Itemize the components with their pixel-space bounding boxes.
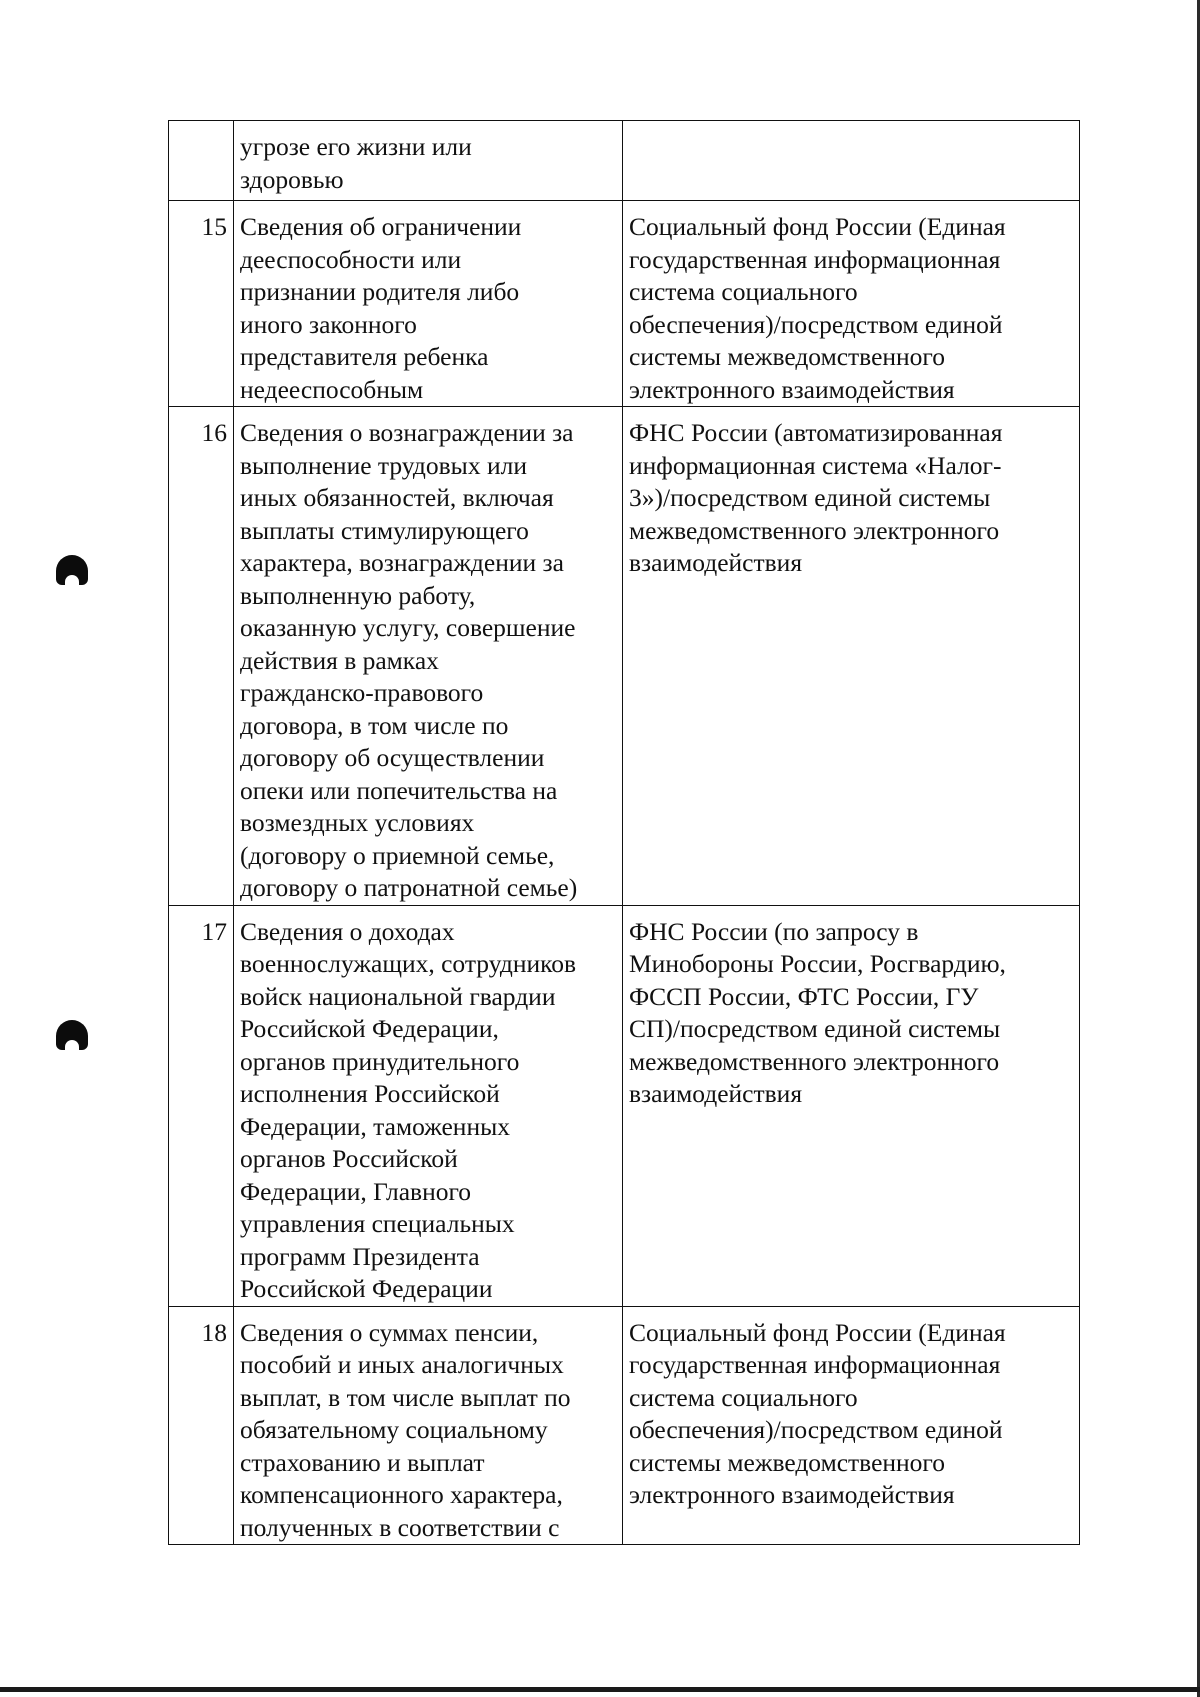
source-cell <box>623 905 1080 1306</box>
info-line: (договору о приемной семье, <box>240 840 555 870</box>
row-number: 15 <box>169 201 234 407</box>
scan-edge-bottom <box>0 1687 1200 1692</box>
source-line: Социальный фонд России (Единая <box>629 1317 1006 1347</box>
source-line: межведомственного электронного <box>629 1046 1000 1076</box>
row-number <box>169 121 234 201</box>
source-line: ФНС России (автоматизированная <box>629 418 1003 447</box>
info-line: программ Президента <box>240 1241 480 1271</box>
info-line: недееспособным <box>240 374 424 404</box>
source-line: система социального <box>629 277 858 306</box>
info-line: Российской Федерации, <box>240 1014 499 1043</box>
info-line: выполнение трудовых или <box>240 450 527 480</box>
source-cell <box>623 407 1080 906</box>
source-line: ФНС России (по запросу в <box>629 916 919 946</box>
info-line: военнослужащих, сотрудников <box>240 949 576 978</box>
source-line: взаимодействия <box>629 548 803 577</box>
info-cell <box>234 407 623 906</box>
info-line: возмездных условиях <box>240 808 475 837</box>
table-row <box>169 201 1080 407</box>
info-line: иного законного <box>240 309 417 339</box>
source-line: взаимодействия <box>629 1079 803 1108</box>
info-line: компенсационного характера, <box>240 1480 563 1509</box>
table-row <box>169 905 1080 1306</box>
info-line: войск национальной гвардии <box>240 981 556 1011</box>
source-cell <box>623 201 1080 407</box>
source-line: обеспечения)/посредством единой <box>629 1415 1003 1444</box>
info-line: органов принудительного <box>240 1046 520 1076</box>
info-line: угрозе его жизни или <box>240 132 472 161</box>
source-line: системы межведомственного <box>629 342 945 371</box>
source-line: системы межведомственного <box>629 1447 945 1477</box>
info-line: гражданско-правового <box>240 678 484 707</box>
source-line: межведомственного электронного <box>629 515 1000 545</box>
info-line: здоровью <box>240 164 344 194</box>
info-line: опеки или попечительства на <box>240 775 558 805</box>
table-body <box>169 121 1080 1545</box>
source-line: 3»)/посредством единой системы <box>629 483 991 512</box>
info-line: представителя ребенка <box>240 342 489 371</box>
info-line: органов Российской <box>240 1144 458 1173</box>
row-number: 17 <box>169 905 234 1306</box>
info-line: страхованию и выплат <box>240 1447 485 1477</box>
info-line: выполненную работу, <box>240 580 476 610</box>
info-line: Сведения о доходах <box>240 916 455 946</box>
info-line: Сведения о суммах пенсии, <box>240 1317 539 1347</box>
info-line: исполнения Российской <box>240 1079 500 1108</box>
source-cell <box>623 121 1080 201</box>
row-number: 18 <box>169 1306 234 1545</box>
info-line: договору о патронатной семье) <box>240 873 578 902</box>
source-cell <box>623 1306 1080 1545</box>
source-line: СП)/посредством единой системы <box>629 1014 1001 1043</box>
info-line: обязательному социальному <box>240 1415 548 1444</box>
info-line: договора, в том числе по <box>240 710 509 740</box>
punch-hole-icon <box>56 1020 88 1050</box>
info-cell <box>234 201 623 407</box>
info-line: пособий и иных аналогичных <box>240 1350 564 1379</box>
source-line: Социальный фонд России (Единая <box>629 212 1006 241</box>
source-line: информационная система «Налог- <box>629 450 1002 480</box>
info-line: признании родителя либо <box>240 277 520 306</box>
info-line: выплаты стимулирующего <box>240 515 529 545</box>
source-line: государственная информационная <box>629 1350 1001 1379</box>
info-line: управления специальных <box>240 1209 515 1238</box>
source-line: обеспечения)/посредством единой <box>629 309 1003 339</box>
source-line: Минобороны России, Росгвардию, <box>629 949 1006 978</box>
punch-hole-icon <box>56 555 88 585</box>
info-cell <box>234 121 623 201</box>
table-row <box>169 407 1080 906</box>
source-line: электронного взаимодействия <box>629 1480 955 1509</box>
info-line: действия в рамках <box>240 645 439 675</box>
source-line: ФССП России, ФТС России, ГУ <box>629 981 979 1011</box>
info-line: выплат, в том числе выплат по <box>240 1382 571 1412</box>
data-sources-table <box>168 120 1080 1545</box>
info-line: Федерации, таможенных <box>240 1111 510 1141</box>
info-line: Федерации, Главного <box>240 1176 472 1206</box>
row-number: 16 <box>169 407 234 906</box>
table-row <box>169 1306 1080 1545</box>
info-line: дееспособности или <box>240 244 462 274</box>
info-line: характера, вознаграждении за <box>240 548 564 577</box>
info-line: Сведения о вознаграждении за <box>240 418 574 447</box>
source-line: система социального <box>629 1382 858 1412</box>
info-line: договору об осуществлении <box>240 743 545 772</box>
source-line: государственная информационная <box>629 244 1001 274</box>
info-line: иных обязанностей, включая <box>240 483 554 512</box>
info-line: Российской Федерации <box>240 1274 493 1303</box>
info-line: полученных в соответствии с <box>240 1512 560 1542</box>
table-row <box>169 121 1080 201</box>
info-cell <box>234 905 623 1306</box>
info-line: оказанную услугу, совершение <box>240 613 576 642</box>
info-line: Сведения об ограничении <box>240 212 522 241</box>
source-line: электронного взаимодействия <box>629 374 955 404</box>
info-cell <box>234 1306 623 1545</box>
